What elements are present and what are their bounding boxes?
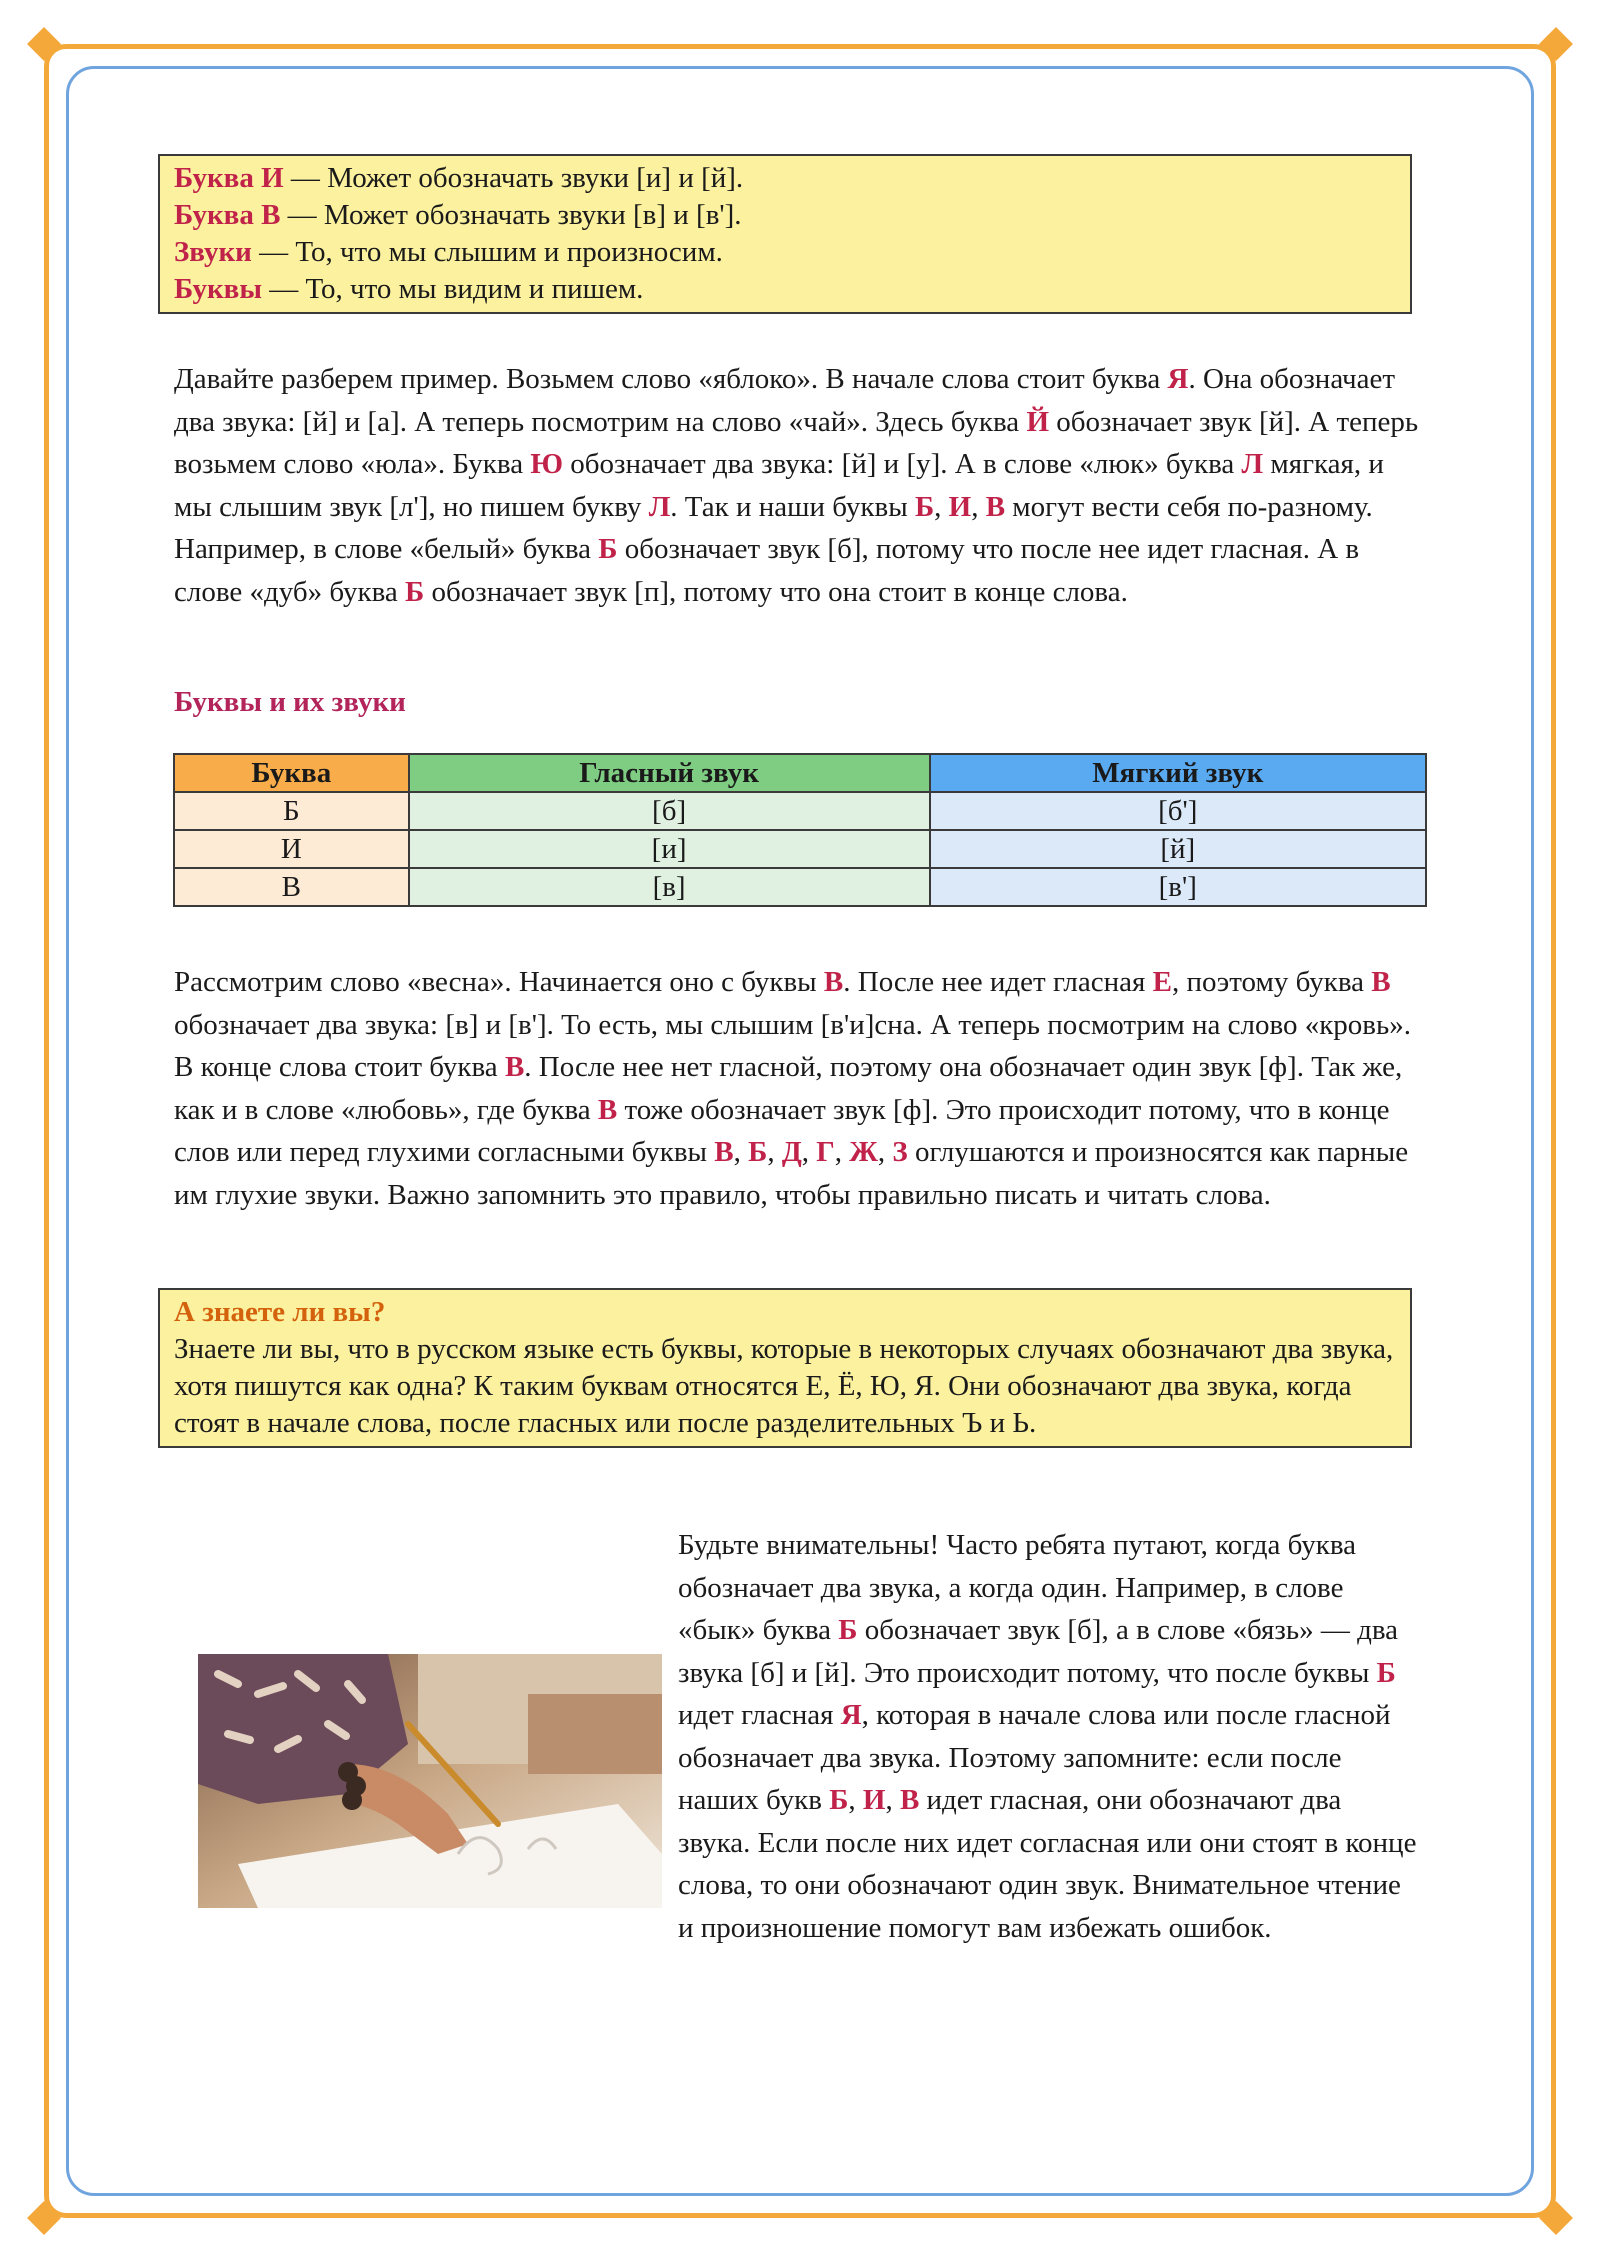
text-run: обозначает звук [п], потому что она стоит в конце слова.: [424, 575, 1128, 608]
definition-term: Буква В: [174, 199, 281, 231]
text-run: идет гласная: [678, 1699, 841, 1731]
highlighted-letter: В: [597, 1093, 618, 1126]
text-run: обозначает два звука: [й] и [у]. А в слове «люк» буква: [562, 448, 1242, 480]
paragraph-example: [174, 358, 1428, 613]
text-run: Давайте разберем пример. Возьмем слово «яблоко». В начале слова стоит буква: [174, 363, 1168, 395]
paragraph-attention: [678, 1524, 1418, 1949]
did-you-know-box: [158, 1288, 1412, 1448]
definition-text: — Может обозначать звуки [и] и [й].: [283, 162, 744, 194]
text-run: ,: [801, 1136, 817, 1168]
did-you-know-text: Знаете ли вы, что в русском языке есть буквы, которые в некоторых случаях обозначают два звука, хотя пишутся как одна? К таким буквам относятся Е, Ё, Ю, Я. Они обозначают два звука, когда стоят в начале слова, после гласных или после разделительных Ъ и Ь.: [174, 1333, 1394, 1439]
text-run: , поэтому буква: [1171, 966, 1372, 998]
table-cell: [в]: [409, 868, 930, 906]
text-run: тоже обозначает звук [ф]. Это происходит потому, что в конце слов или перед глухими согласными буквы: [174, 1093, 1390, 1168]
text-run: ,: [848, 1784, 863, 1816]
highlighted-letter: В: [985, 490, 1006, 523]
highlighted-letter: Ю: [530, 448, 563, 480]
table-cell: [й]: [930, 830, 1426, 868]
highlighted-letter: Б: [914, 490, 935, 523]
text-run: . Она обозначает два звука: [й] и [а]. А теперь посмотрим на слово «чай». Здесь буква: [174, 363, 1396, 438]
table-row: [174, 792, 1426, 830]
child-drawing-illustration: [198, 1654, 662, 1908]
table-cell: [б]: [409, 792, 930, 830]
text-run: мягкая, и мы слышим звук [л'], но пишем букву: [174, 448, 1384, 523]
table-cell: Б: [174, 792, 409, 830]
highlighted-letter: Ж: [849, 1136, 878, 1168]
highlighted-letter: В: [1371, 966, 1391, 998]
table-cell: [в']: [930, 868, 1426, 906]
text-run: ,: [834, 1136, 850, 1168]
table-header-letter: Буква: [174, 754, 409, 792]
text-run: . После нее идет гласная: [843, 966, 1153, 998]
definition-term: Буква И: [174, 162, 284, 194]
text-run: ,: [934, 490, 949, 523]
highlighted-letter: З: [892, 1136, 908, 1168]
text-run: идет гласная, они обозначают два звука. Если после них идет согласная или они стоят в конце слова, то они обозначают один звук. Внимательное чтение и произношение помогут вам избежать ошибок.: [678, 1784, 1417, 1944]
highlighted-letter: Я: [840, 1699, 862, 1731]
text-run: ,: [733, 1136, 749, 1168]
highlighted-letter: В: [504, 1051, 525, 1083]
highlighted-letter: Б: [598, 533, 618, 565]
highlighted-letter: Б: [748, 1136, 768, 1168]
definition-term: Буквы: [174, 273, 262, 305]
table-header-vowel-sound: Гласный звук: [409, 754, 930, 792]
highlighted-letter: И: [862, 1784, 886, 1816]
text-run: обозначает два звука: [в] и [в']. То есть, мы слышим [в'и]сна. А теперь посмотрим на слово «кровь». В конце слова стоит буква: [174, 1008, 1411, 1083]
text-run: обозначает звук [б], а в слове «бязь» — два звука [б] и [й]. Это происходит потому, что после буквы: [678, 1614, 1399, 1689]
text-run: обозначает звук [б], потому что после нее идет гласная. А в слове «дуб» буква: [174, 533, 1360, 608]
text-run: ,: [971, 490, 986, 523]
highlighted-letter: Б: [829, 1784, 849, 1816]
text-run: ,: [767, 1136, 782, 1168]
definition-text: — Может обозначать звуки [в] и [в'].: [280, 199, 742, 231]
table-cell: [и]: [409, 830, 930, 868]
text-run: оглушаются и произносятся как парные им глухие звуки. Важно запомнить это правило, чтобы правильно писать и читать слова.: [174, 1136, 1409, 1211]
definition-text: — То, что мы видим и пишем.: [261, 273, 644, 305]
text-run: ,: [885, 1784, 900, 1816]
text-run: . Так и наши буквы: [670, 490, 915, 523]
table-cell: [б']: [930, 792, 1426, 830]
did-you-know-title: А знаете ли вы?: [174, 1296, 386, 1328]
table-title: Буквы и их звуки: [174, 686, 406, 718]
definition-line: [174, 160, 1396, 197]
sounds-table: [173, 753, 1427, 907]
paragraph-vesna: [174, 961, 1428, 1216]
definition-text: — То, что мы слышим и произносим.: [251, 236, 723, 268]
text-run: , которая в начале слова или после гласной обозначает два звука. Поэтому запомните: если после наших букв: [678, 1699, 1391, 1816]
table-header-soft-sound: Мягкий звук: [930, 754, 1426, 792]
table-header-row: [174, 754, 1426, 792]
highlighted-letter: Л: [1241, 448, 1264, 480]
definition-line: [174, 234, 1396, 271]
highlighted-letter: В: [899, 1784, 920, 1816]
highlighted-letter: Б: [405, 575, 425, 608]
highlighted-letter: Д: [781, 1136, 802, 1168]
definition-line: [174, 197, 1396, 234]
text-run: обозначает звук [й]. А теперь возьмем слово «юла». Буква: [174, 405, 1419, 480]
highlighted-letter: Б: [1376, 1656, 1396, 1689]
child-drawing-photo: [198, 1654, 662, 1908]
table-row: [174, 830, 1426, 868]
highlighted-letter: Б: [838, 1614, 858, 1646]
table-row: [174, 868, 1426, 906]
table-cell: В: [174, 868, 409, 906]
highlighted-letter: Л: [648, 490, 671, 523]
highlighted-letter: В: [714, 1136, 734, 1168]
highlighted-letter: Й: [1026, 405, 1049, 438]
highlighted-letter: Е: [1152, 966, 1172, 998]
text-run: могут вести себя по-разному. Например, в слове «белый» буква: [174, 490, 1373, 565]
definition-line: [174, 271, 1396, 308]
text-run: Будьте внимательны! Часто ребята путают, когда буква обозначает два звука, а когда один. Например, в слове «бык» буква: [678, 1529, 1357, 1646]
text-run: . После нее нет гласной, поэтому она обозначает один звук [ф]. Так же, как и в слове «любовь», где буква: [174, 1051, 1403, 1126]
definition-term: Звуки: [174, 236, 252, 268]
table-cell: И: [174, 830, 409, 868]
text-run: ,: [877, 1136, 893, 1168]
highlighted-letter: Г: [816, 1136, 835, 1168]
highlighted-letter: И: [948, 490, 972, 523]
text-run: Рассмотрим слово «весна». Начинается оно с буквы: [174, 966, 824, 998]
highlighted-letter: Я: [1167, 363, 1189, 395]
highlighted-letter: В: [823, 966, 844, 998]
definitions-box: [158, 154, 1412, 314]
